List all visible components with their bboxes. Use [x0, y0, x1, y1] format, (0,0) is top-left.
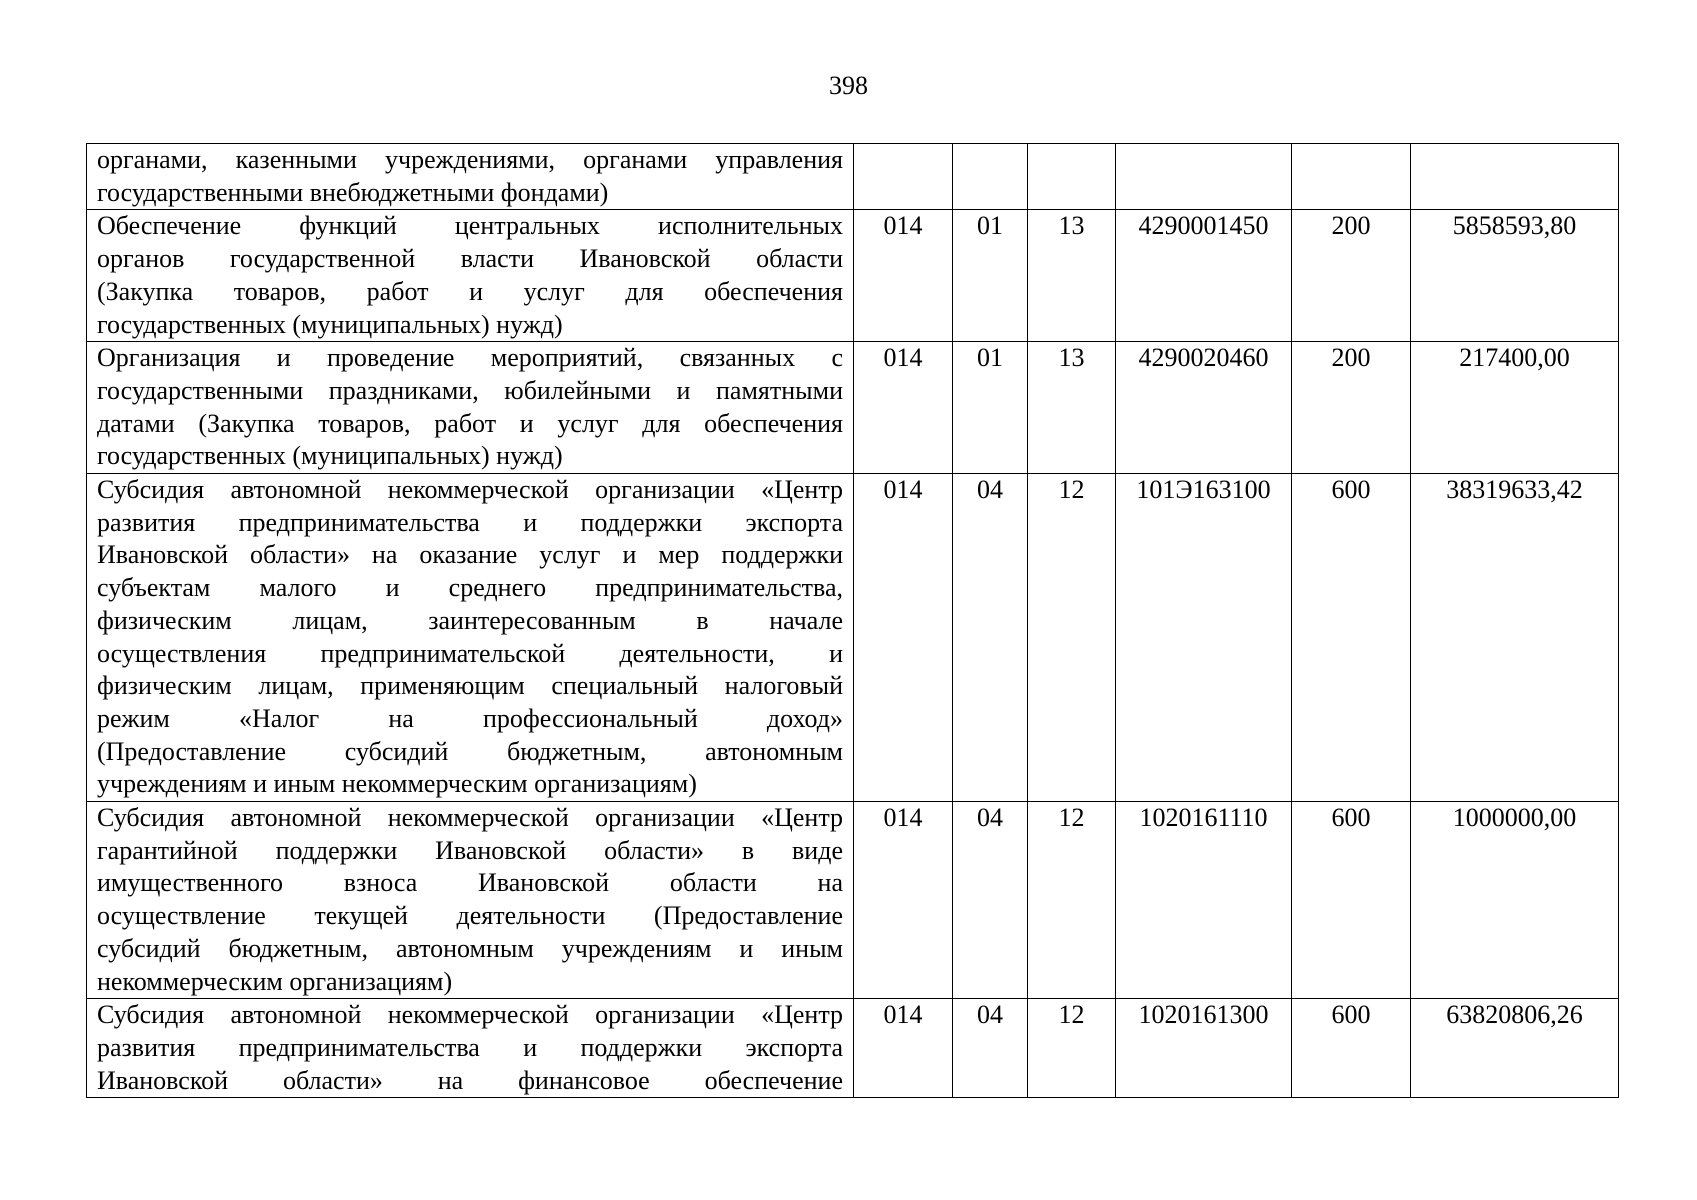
description-cell — [87, 210, 854, 342]
description-line: (Закупка товаров, работ и услуг для обеспечения — [97, 276, 843, 306]
description-line: субсидий бюджетным, автономным учреждениям и иным — [97, 933, 843, 963]
amount: 217400,00 — [1411, 342, 1619, 474]
subsection-code: 12 — [1028, 802, 1116, 999]
expense-type-code: 600 — [1292, 802, 1411, 999]
description-line: некоммерческим организациям) — [97, 966, 453, 996]
subsection-code — [1028, 144, 1116, 210]
description-cell — [87, 342, 854, 474]
ministry-code: 014 — [854, 999, 953, 1098]
section-code: 04 — [953, 999, 1028, 1098]
table-row — [87, 210, 1619, 342]
expense-type-code: 600 — [1292, 999, 1411, 1098]
description-cell — [87, 144, 854, 210]
description-line: физическим лицам, заинтересованным в начале — [97, 605, 843, 635]
page-number: 398 — [829, 71, 868, 100]
table-row — [87, 474, 1619, 802]
description-line: Ивановской области» на финансовое обеспечение — [97, 1065, 843, 1095]
description-line: развития предпринимательства и поддержки экспорта — [97, 1032, 843, 1062]
target-code: 4290001450 — [1116, 210, 1292, 342]
description-line: осуществление текущей деятельности (Предоставление — [97, 901, 843, 931]
description-line: Субсидия автономной некоммерческой организации «Центр — [97, 1000, 843, 1030]
amount: 1000000,00 — [1411, 802, 1619, 999]
description-line: Субсидия автономной некоммерческой организации «Центр — [97, 803, 843, 833]
description-cell — [87, 802, 854, 999]
expense-type-code: 600 — [1292, 474, 1411, 802]
description-line: органов государственной власти Ивановской области — [97, 244, 843, 274]
target-code: 1020161300 — [1116, 999, 1292, 1098]
description-line: учреждениям и иным некоммерческим организациям) — [97, 769, 697, 799]
subsection-code: 13 — [1028, 342, 1116, 474]
section-code: 01 — [953, 210, 1028, 342]
budget-table — [86, 143, 1619, 1098]
ministry-code: 014 — [854, 474, 953, 802]
target-code: 4290020460 — [1116, 342, 1292, 474]
description-line: государственных (муниципальных) нужд) — [97, 309, 563, 339]
target-code: 1020161110 — [1116, 802, 1292, 999]
description-cell — [87, 474, 854, 802]
expense-type-code — [1292, 144, 1411, 210]
section-code — [953, 144, 1028, 210]
table-row — [87, 144, 1619, 210]
description-line: Обеспечение функций центральных исполнительных — [97, 211, 843, 241]
target-code — [1116, 144, 1292, 210]
table-row — [87, 802, 1619, 999]
expense-type-code: 200 — [1292, 210, 1411, 342]
amount: 63820806,26 — [1411, 999, 1619, 1098]
section-code: 04 — [953, 802, 1028, 999]
description-line: Субсидия автономной некоммерческой организации «Центр — [97, 475, 843, 505]
description-line: датами (Закупка товаров, работ и услуг для обеспечения — [97, 408, 843, 438]
subsection-code: 12 — [1028, 999, 1116, 1098]
description-line: гарантийной поддержки Ивановской области» в виде — [97, 835, 843, 865]
description-line: (Предоставление субсидий бюджетным, автономным — [97, 736, 843, 766]
description-line: органами, казенными учреждениями, органами управления — [97, 145, 843, 174]
amount: 5858593,80 — [1411, 210, 1619, 342]
ministry-code: 014 — [854, 210, 953, 342]
subsection-code: 12 — [1028, 474, 1116, 802]
description-line: режим «Налог на профессиональный доход» — [97, 703, 843, 733]
description-line: государственными праздниками, юбилейными и памятными — [97, 375, 843, 405]
expense-type-code: 200 — [1292, 342, 1411, 474]
section-code: 01 — [953, 342, 1028, 474]
amount — [1411, 144, 1619, 210]
description-line: имущественного взноса Ивановской области на — [97, 868, 843, 898]
description-line: физическим лицам, применяющим специальный налоговый — [97, 671, 843, 701]
description-line: субъектам малого и среднего предпринимательства, — [97, 573, 843, 603]
ministry-code: 014 — [854, 342, 953, 474]
description-line: Организация и проведение мероприятий, связанных с — [97, 343, 843, 373]
description-line: государственными внебюджетными фондами) — [97, 177, 609, 207]
ministry-code: 014 — [854, 802, 953, 999]
ministry-code — [854, 144, 953, 210]
description-cell — [87, 999, 854, 1098]
description-line: осуществления предпринимательской деятельности, и — [97, 638, 843, 668]
description-line: Ивановской области» на оказание услуг и мер поддержки — [97, 540, 843, 570]
table-row — [87, 342, 1619, 474]
target-code: 101Э163100 — [1116, 474, 1292, 802]
description-line: государственных (муниципальных) нужд) — [97, 441, 563, 471]
subsection-code: 13 — [1028, 210, 1116, 342]
amount: 38319633,42 — [1411, 474, 1619, 802]
section-code: 04 — [953, 474, 1028, 802]
description-line: развития предпринимательства и поддержки экспорта — [97, 507, 843, 537]
table-row — [87, 999, 1619, 1098]
